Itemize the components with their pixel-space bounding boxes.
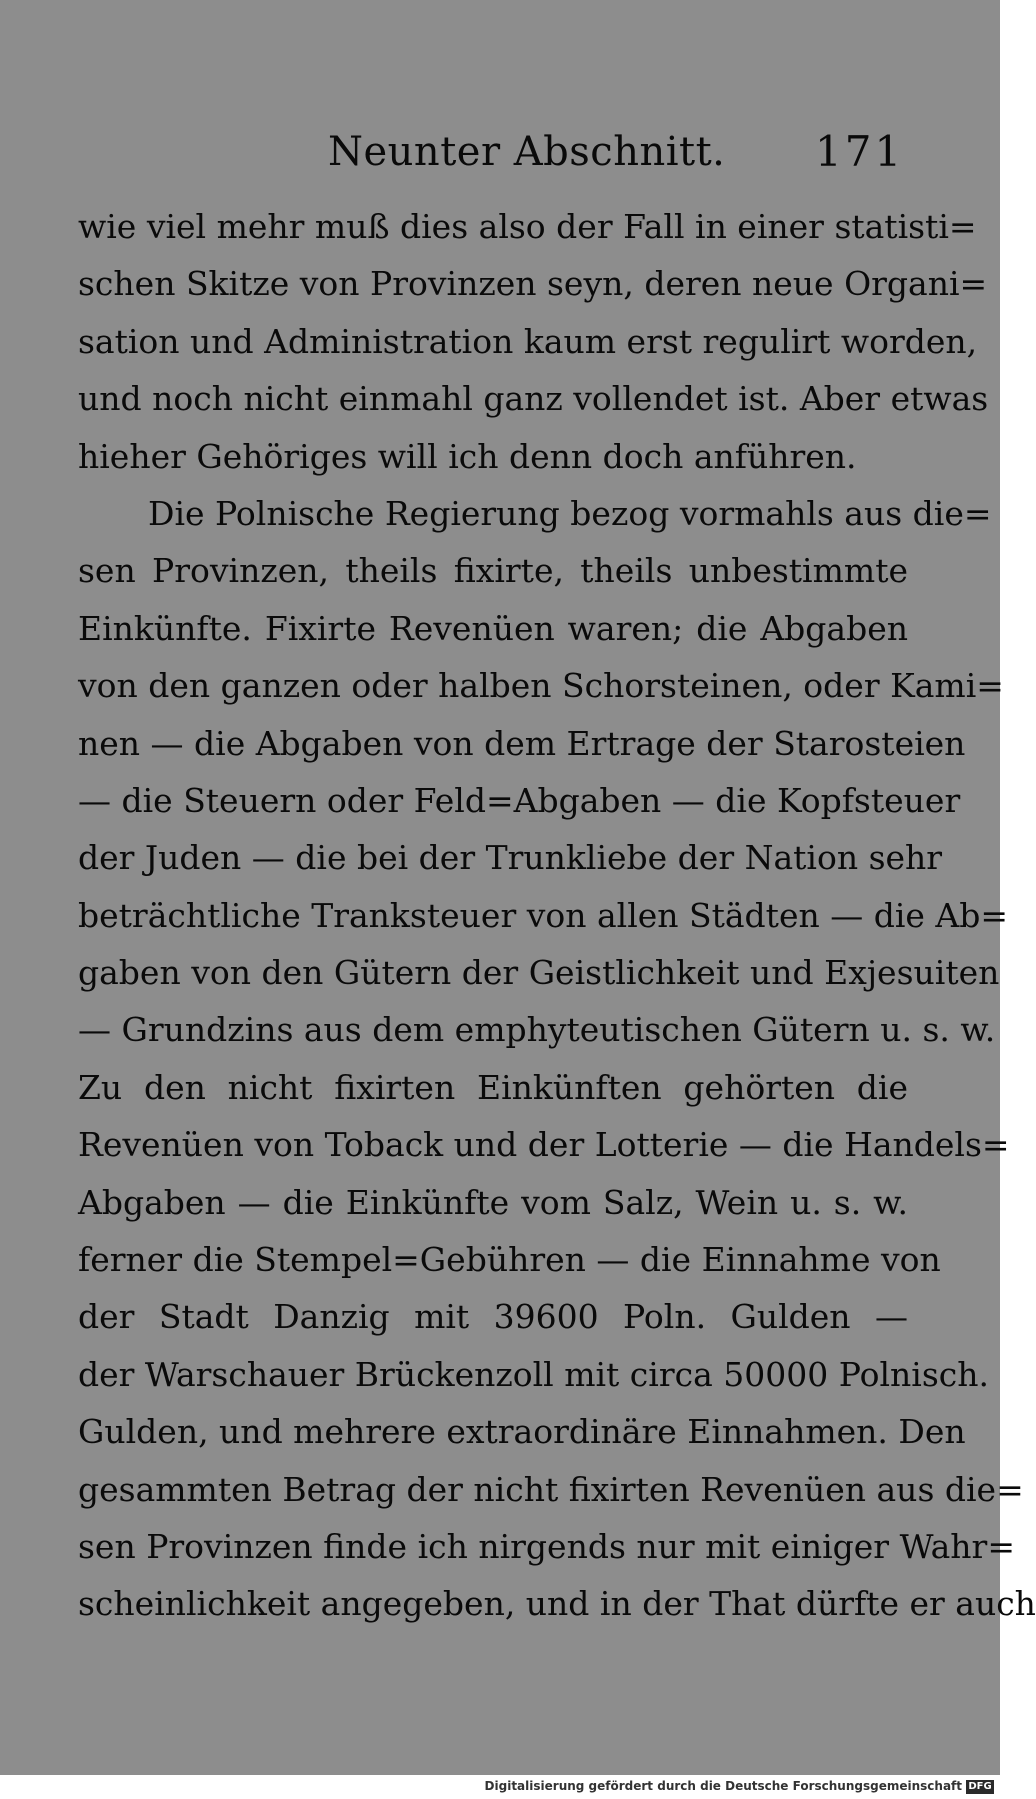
dfg-logo: DFG xyxy=(966,1780,994,1794)
text-line: schen Skitze von Provinzen seyn, deren neue Organi= xyxy=(78,264,988,304)
text-line: Abgaben — die Einkünfte vom Salz, Wein u. s. w. xyxy=(78,1182,908,1222)
text-line: der Stadt Danzig mit 39600 Poln. Gulden — xyxy=(78,1297,908,1337)
text-line: Die Polnische Regierung bezog vormahls aus die= xyxy=(148,493,992,533)
text-line: von den ganzen oder halben Schorsteinen, oder Kami= xyxy=(78,666,1004,706)
text-line: — Grundzins aus dem emphyteutischen Gütern u. s. w. xyxy=(78,1010,996,1050)
text-line: Gulden, und mehrere extraordinäre Einnahmen. Den xyxy=(78,1412,966,1452)
text-line: Zu den nicht fixirten Einkünften gehörten die xyxy=(78,1067,908,1107)
running-head xyxy=(0,122,1000,182)
text-line: Einkünfte. Fixirte Revenüen waren; die Abgaben xyxy=(78,608,908,648)
text-line: sation und Administration kaum erst regulirt worden, xyxy=(78,321,978,361)
text-line: der Warschauer Brückenzoll mit circa 50000 Polnisch. xyxy=(78,1354,989,1394)
text-line: nen — die Abgaben von dem Ertrage der Starosteien xyxy=(78,723,966,763)
text-line: sen Provinzen, theils fixirte, theils unbestimmte xyxy=(78,551,908,591)
text-line: — die Steuern oder Feld=Abgaben — die Kopfsteuer xyxy=(78,780,961,820)
text-line: Revenüen von Toback und der Lotterie — die Handels= xyxy=(78,1125,1010,1165)
text-line: gaben von den Gütern der Geistlichkeit und Exjesuiten xyxy=(78,953,1000,993)
text-line: und noch nicht einmahl ganz vollendet ist. Aber etwas xyxy=(78,379,989,419)
page-number: 171 xyxy=(815,127,905,176)
running-title: Neunter Abschnitt. xyxy=(328,129,726,175)
text-line: gesammten Betrag der nicht fixirten Revenüen aus die= xyxy=(78,1469,1024,1509)
text-line: beträchtliche Tranksteuer von allen Städten — die Ab= xyxy=(78,895,1009,935)
text-line: hieher Gehöriges will ich denn doch anführen. xyxy=(78,436,857,476)
text-line: sen Provinzen finde ich nirgends nur mit einiger Wahr= xyxy=(78,1526,1015,1566)
text-line: wie viel mehr muß dies also der Fall in einer statisti= xyxy=(78,207,977,246)
funding-credit: Digitalisierung gefördert durch die Deutsche Forschungsgemeinschaft xyxy=(484,1779,962,1793)
text-line: der Juden — die bei der Trunkliebe der Nation sehr xyxy=(78,838,943,878)
digitization-footer xyxy=(0,1775,1000,1799)
text-line: ferner die Stempel=Gebühren — die Einnahme von xyxy=(78,1240,941,1280)
body-text xyxy=(78,198,1036,1633)
text-line: scheinlichkeit angegeben, und in der That dürfte er auch xyxy=(78,1584,1036,1624)
